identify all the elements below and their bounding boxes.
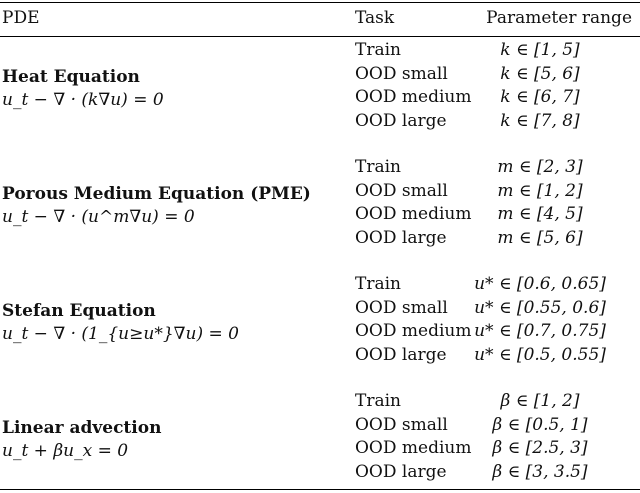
parameter-range: m ∈ [4, 5] — [497, 204, 583, 224]
pde-name: Stefan Equation — [2, 301, 156, 321]
header-pde: PDE — [2, 8, 40, 28]
parameter-range: β ∈ [2.5, 3] — [492, 438, 588, 458]
task-label: Train — [355, 391, 401, 411]
parameter-range: k ∈ [5, 6] — [500, 63, 580, 84]
group-heat-equation — [0, 40, 640, 136]
parameter-range: u* ∈ [0.5, 0.55] — [474, 344, 606, 365]
pde-equation: u_t − ∇ · (1_{u≥u*}∇u) = 0 — [2, 324, 239, 344]
task-label: OOD small — [355, 180, 448, 201]
parameter-range: m ∈ [2, 3] — [497, 157, 583, 177]
group-porous-medium-equation — [0, 157, 640, 253]
pde-name: Heat Equation — [2, 67, 140, 87]
task-label: Train — [355, 157, 401, 177]
parameter-range: u* ∈ [0.7, 0.75] — [474, 321, 606, 341]
pde-name: Porous Medium Equation (PME) — [2, 184, 311, 204]
table-row — [0, 181, 640, 205]
parameter-range: k ∈ [1, 5] — [500, 40, 580, 60]
table-row — [0, 345, 640, 369]
table-row — [0, 228, 640, 252]
task-label: OOD medium — [355, 438, 472, 458]
header-task: Task — [355, 8, 395, 28]
parameter-range: k ∈ [7, 8] — [500, 110, 580, 131]
table-row — [0, 438, 640, 462]
table-row — [0, 64, 640, 88]
bottom-rule — [0, 489, 640, 490]
task-label: OOD medium — [355, 204, 472, 224]
top-rule — [0, 2, 640, 3]
task-label: Train — [355, 40, 401, 60]
table-row — [0, 157, 640, 181]
header-parameter-range: Parameter range — [486, 8, 632, 28]
task-label: OOD small — [355, 63, 448, 84]
table-row — [0, 298, 640, 322]
parameter-range: β ∈ [3, 3.5] — [492, 461, 588, 482]
parameter-range: k ∈ [6, 7] — [500, 87, 580, 107]
task-label: OOD large — [355, 110, 447, 131]
task-label: OOD small — [355, 414, 448, 435]
header-rule — [0, 36, 640, 37]
parameter-range: m ∈ [1, 2] — [497, 180, 583, 201]
pde-equation: u_t + βu_x = 0 — [2, 441, 129, 461]
task-label: OOD large — [355, 227, 447, 248]
group-stefan-equation — [0, 274, 640, 370]
table-row — [0, 87, 640, 111]
pde-equation: u_t − ∇ · (u^m∇u) = 0 — [2, 207, 195, 227]
parameter-range: β ∈ [1, 2] — [500, 391, 580, 411]
table-row — [0, 321, 640, 345]
task-label: OOD small — [355, 297, 448, 318]
parameter-range: β ∈ [0.5, 1] — [492, 414, 588, 435]
task-label: OOD large — [355, 344, 447, 365]
table-row — [0, 462, 640, 486]
table-row — [0, 204, 640, 228]
task-label: OOD medium — [355, 87, 472, 107]
parameter-range: u* ∈ [0.6, 0.65] — [474, 274, 606, 294]
pde-name: Linear advection — [2, 418, 162, 438]
pde-equation: u_t − ∇ · (k∇u) = 0 — [2, 90, 164, 110]
table-row — [0, 415, 640, 439]
task-label: OOD large — [355, 461, 447, 482]
table-row — [0, 391, 640, 415]
parameter-range: u* ∈ [0.55, 0.6] — [474, 297, 606, 318]
table-row — [0, 40, 640, 64]
table-row — [0, 111, 640, 135]
table-row — [0, 274, 640, 298]
parameter-range: m ∈ [5, 6] — [497, 227, 583, 248]
task-label: OOD medium — [355, 321, 472, 341]
task-label: Train — [355, 274, 401, 294]
group-linear-advection — [0, 391, 640, 487]
